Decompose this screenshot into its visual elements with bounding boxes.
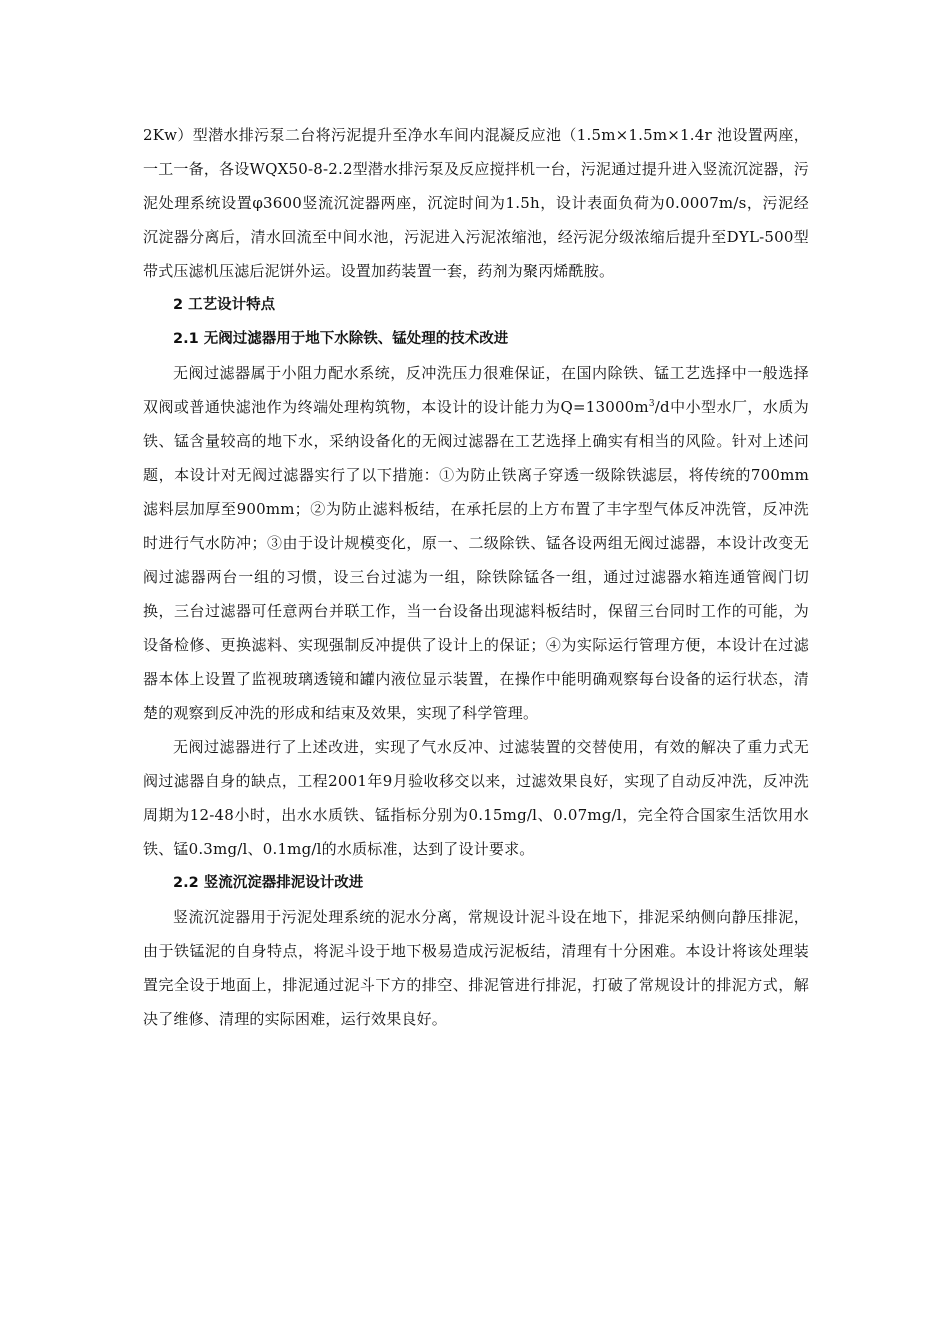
paragraph-text-part: 无阀过滤器属于小阻力配水系统，反冲洗压力很难保证，在国内除铁、锰工艺选择中一般选择双阀或普通快滤池作为终端处理构筑物，本设计的设计能力为Q=13000m [143,364,809,416]
section-heading-process-design: 2 工艺设计特点 [173,297,276,313]
paragraph-sludge-treatment: 2Kw）型潜水排污泵二台将污泥提升至净水车间内混凝反应池（1.5m×1.5m×1.4r 池设置两座，一工一备，各设WQX50-8-2.2型潜水排污泵及反应搅拌机一台，污泥通过提升进入竖流沉淀器，污泥处理系统设置φ3600竖流沉淀器两座，沉淀时间为1.5h，设计表面负荷为0.0007m/s，污泥经沉淀器分离后，清水回流至中间水池，污泥进入污泥浓缩池，经污泥分级浓缩后提升至DYL-500型带式压滤机压滤后泥饼外运。设置加药装置一套，药剂为聚丙烯酰胺。 [143,126,809,280]
subsection-heading-valveless-filter: 2.1 无阀过滤器用于地下水除铁、锰处理的技术改进 [173,331,509,347]
paragraph-text-part: /d中小型水厂，水质为铁、锰含量较高的地下水，采纳设备化的无阀过滤器在工艺选择上确实有相当的风险。针对上述问题，本设计对无阀过滤器实行了以下措施：①为防止铁离子穿透一级除铁滤层，将传统的700mm滤料层加厚至900mm；②为防止滤料板结，在承托层的上方布置了丰字型气体反冲洗管，反冲洗时进行气水防冲；③由于设计规模变化，原一、二级除铁、锰各设两组无阀过滤器，本设计改变无阀过滤器两台一组的习惯，设三台过滤为一组，除铁除锰各一组，通过过滤器水箱连通管阀门切换，三台过滤器可任意两台并联工作，当一台设备出现滤料板结时，保留三台同时工作的可能，为设备检修、更换滤料、实现强制反冲提供了设计上的保证；④为实际运行管理方便，本设计在过滤器本体上设置了监视玻璃透镜和罐内液位显示装置，在操作中能明确观察每台设备的运行状态，清楚的观察到反冲洗的形成和结束及效果，实现了科学管理。 [143,398,810,722]
paragraph-filter-results: 无阀过滤器进行了上述改进，实现了气水反冲、过滤装置的交替使用，有效的解决了重力式无阀过滤器自身的缺点，工程2001年9月验收移交以来，过滤效果良好，实现了自动反冲洗，反冲洗周期为12-48小时，出水水质铁、锰指标分别为0.15mg/l、0.07mg/l，完全符合国家生活饮用水铁、锰0.3mg/l、0.1mg/l的水质标准，达到了设计要求。 [143,738,809,858]
paragraph-valveless-filter-measures [143,356,809,730]
paragraph-settler-improvement: 竖流沉淀器用于污泥处理系统的泥水分离，常规设计泥斗设在地下，排泥采纳侧向静压排泥，由于铁锰泥的自身特点，将泥斗设于地下极易造成污泥板结，清理有十分困难。本设计将该处理装置完全设于地面上，排泥通过泥斗下方的排空、排泥管进行排泥，打破了常规设计的排泥方式，解决了维修、清理的实际困难，运行效果良好。 [143,908,809,1028]
subsection-heading-settler-sludge: 2.2 竖流沉淀器排泥设计改进 [173,875,364,891]
document-body [143,118,809,1036]
superscript-cubic: 3 [648,399,655,409]
